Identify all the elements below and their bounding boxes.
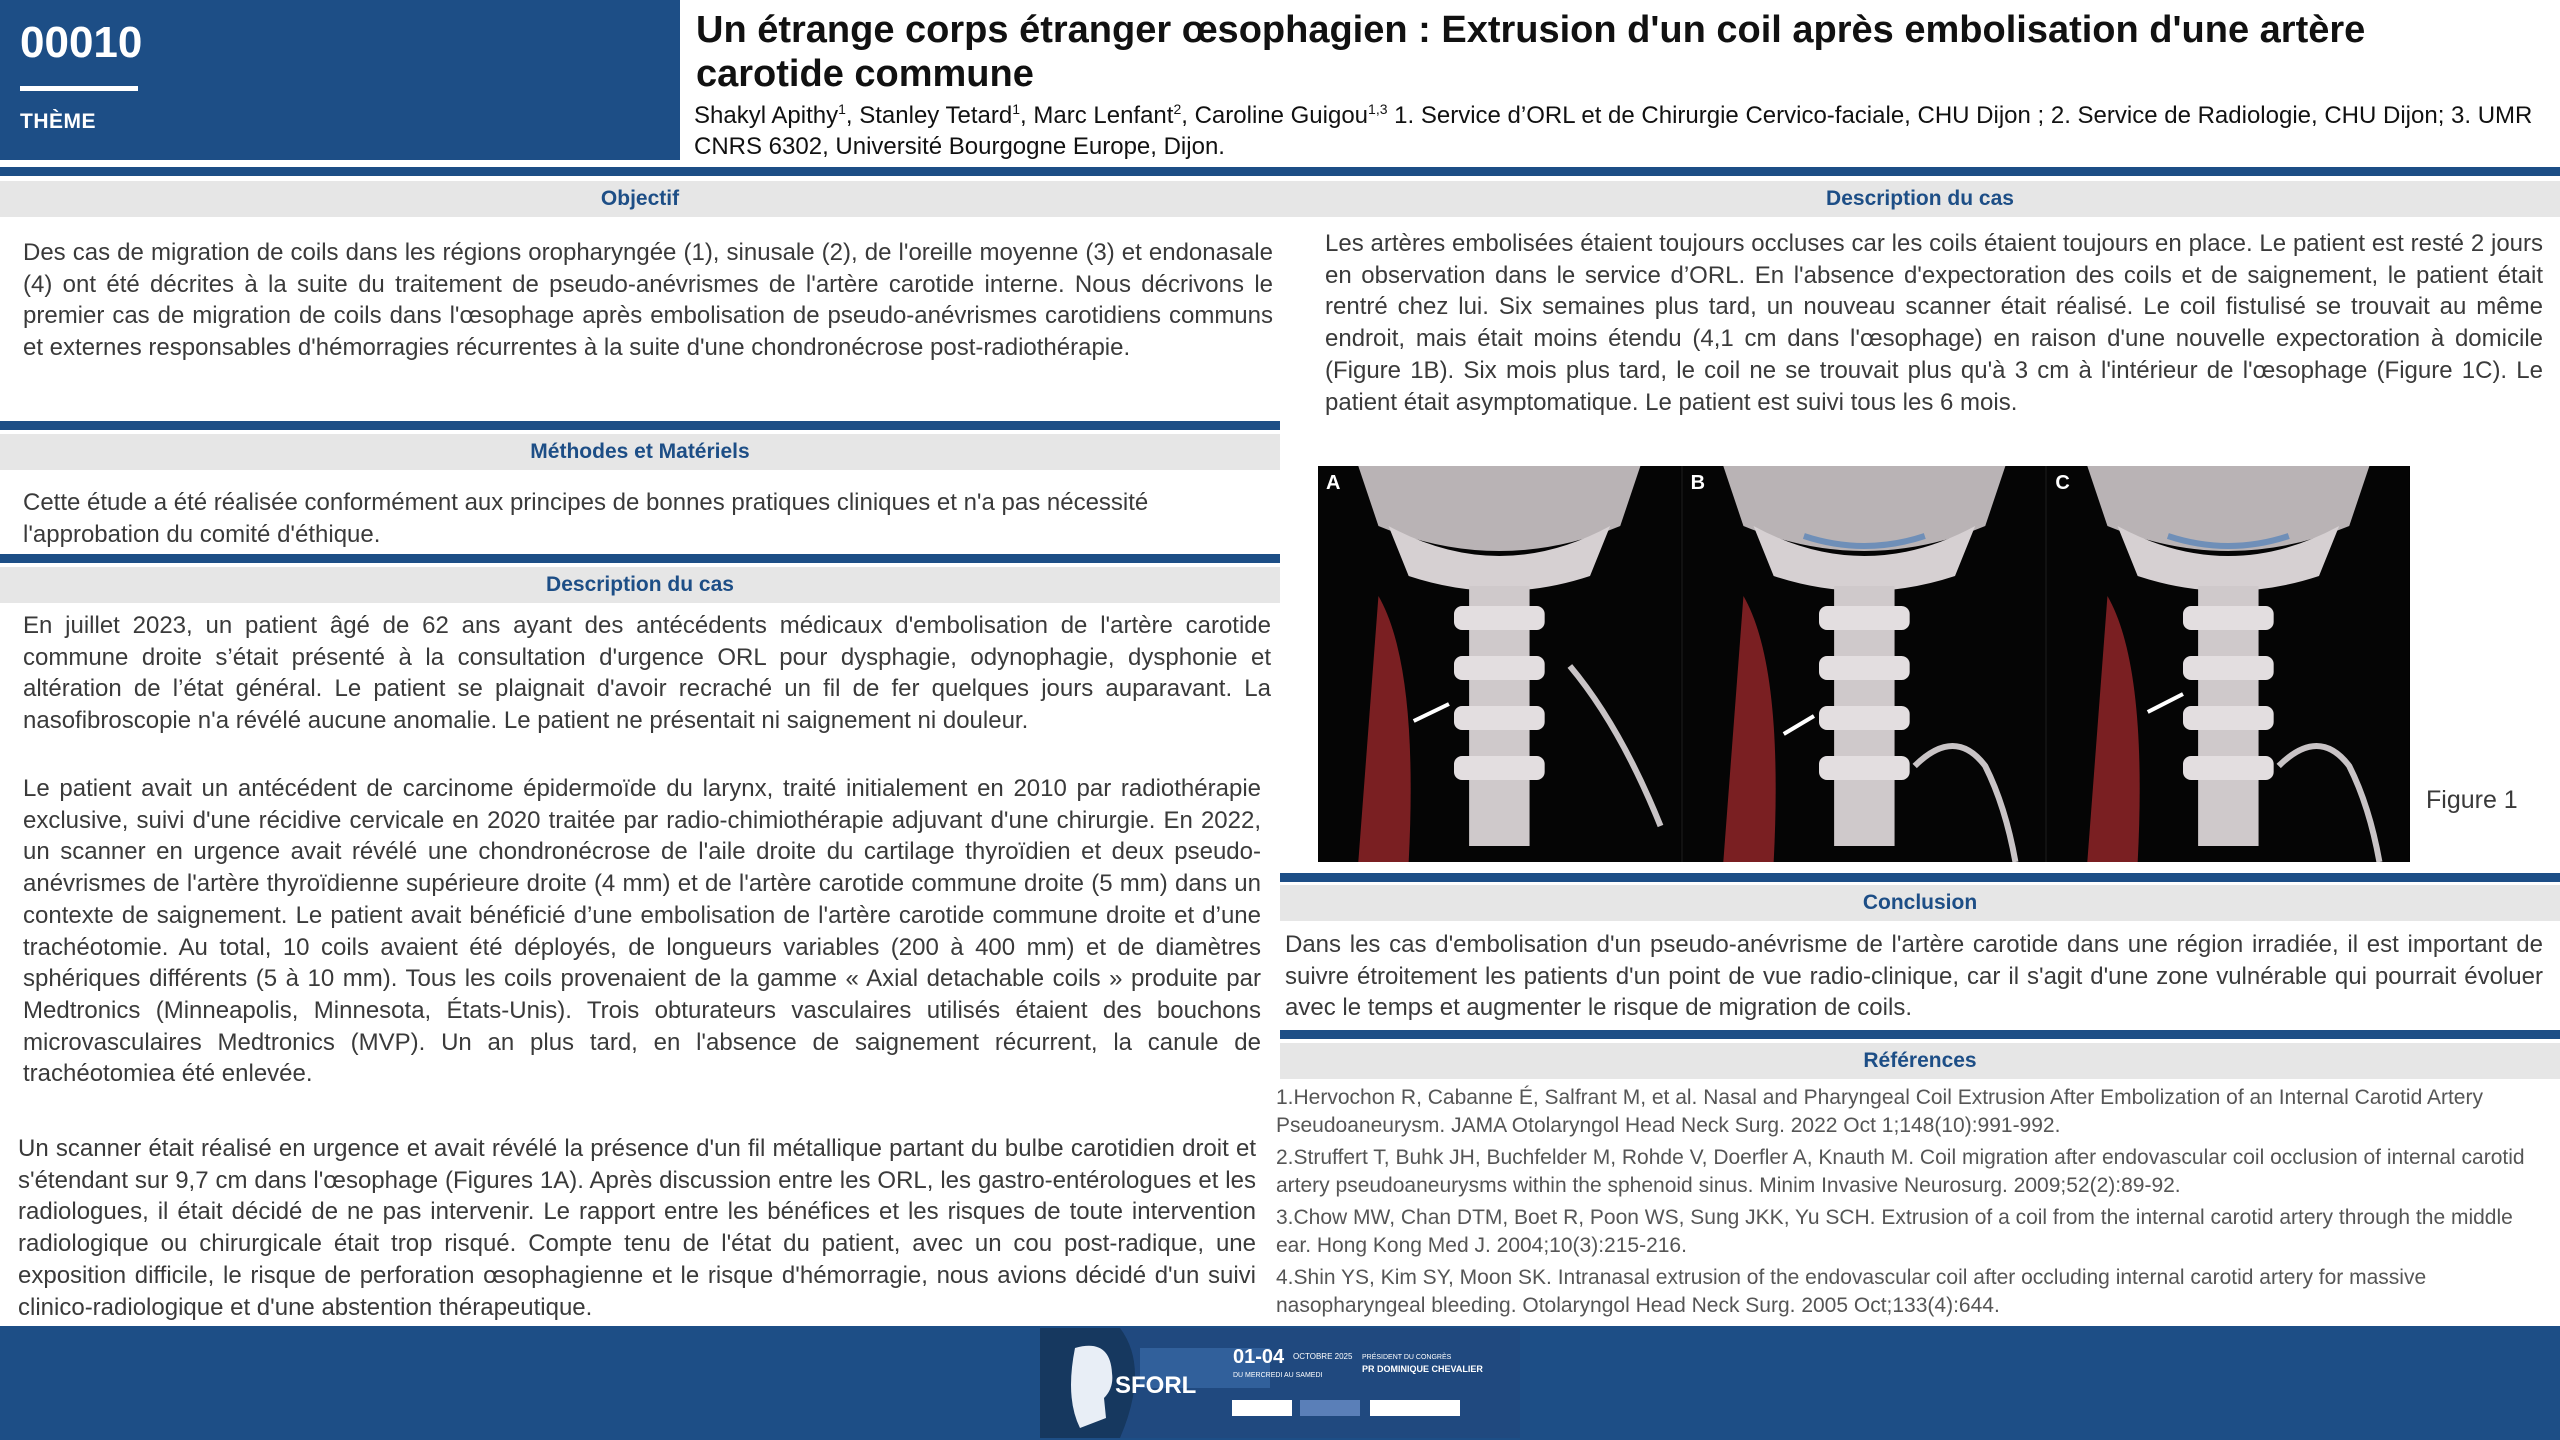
president-label: PRÉSIDENT DU CONGRÈS bbox=[1362, 1354, 1452, 1361]
reference-item: 4.Shin YS, Kim SY, Moon SK. Intranasal extrusion of the endovascular coil after occluding internal carotid artery for massive nasopharyngeal bleeding. Otolaryngol Head Neck Surg. 2005 Oct;133(4):644. bbox=[1276, 1266, 2427, 1317]
figure-panel-label: B bbox=[1690, 472, 1706, 494]
description-paragraph-3: Un scanner était réalisé en urgence et avait révélé la présence d'un fil métallique partant du bulbe carotidien droit et s'étendant sur 9,7 cm dans l'œsophage (Figures 1A). Après discussion entre les ORL, les gastro-entérologues et les radiologues, il était décidé de ne pas intervenir. Le rapport entre les bénéfices et les risques de toute intervention radiologique ou chirurgicale était trop risqué. Compte tenu de l'état du patient, avec un cou post-radique, une exposition difficile, le risque de perforation œsophagienne et le risque d'hémorragie, nous avions décidé d'un suivi clinico-radiologique et d'une abstention thérapeutique. bbox=[18, 1135, 1256, 1321]
section-band bbox=[1280, 1030, 2560, 1039]
author-name: Stanley Tetard bbox=[859, 102, 1013, 129]
sponsor-logo bbox=[1232, 1400, 1292, 1416]
author-name: Marc Lenfant bbox=[1033, 102, 1174, 129]
affiliations: 1. Service d’ORL et de Chirurgie Cervico-faciale, CHU Dijon ; 2. Service de Radiologie, CHU Dijon; 3. UMR CNRS 6302, Université Bourgogne Europe, Dijon. bbox=[694, 102, 2533, 160]
conclusion-heading: Conclusion bbox=[1280, 885, 2560, 921]
section-band bbox=[1280, 873, 2560, 882]
sponsor-logo bbox=[1300, 1400, 1360, 1416]
reference-item: 1.Hervochon R, Cabanne É, Salfrant M, et al. Nasal and Pharyngeal Coil Extrusion After Embolization of an Internal Carotid Artery Pseudoaneurysm. JAMA Otolaryngol Head Neck Surg. 2022 Oct 1;148(10):991-992. bbox=[1276, 1086, 2483, 1137]
objectif-text: Des cas de migration de coils dans les régions oropharyngée (1), sinusale (2), de l'oreille moyenne (3) et endonasale (4) ont été décrites à la suite du traitement de pseudo-anévrismes de l'artère carotide interne. Nous décrivons le premier cas de migration de coils dans l'œsophage après embolisation de pseudo-anévrismes carotidiens communs et externes responsables d'hémorragies récurrentes à la suite d'une chondronécrose post-radiothérapie. bbox=[23, 239, 1273, 362]
congress-dates: 01-04 bbox=[1233, 1346, 1285, 1368]
figure-caption: Figure 1 bbox=[2426, 786, 2518, 814]
section-band bbox=[0, 554, 1280, 563]
header-divider bbox=[20, 86, 138, 91]
sponsor-logo bbox=[1370, 1400, 1460, 1416]
figure-panel-label: C bbox=[2055, 472, 2070, 494]
objectif-heading: Objectif bbox=[0, 181, 1280, 217]
reference-item: 2.Struffert T, Buhk JH, Buchfelder M, Rohde V, Doerfler A, Knauth M. Coil migration after endovascular coil occlusion of internal carotid artery pseudoaneurysms within the sphenoid sinus. Minim Invasive Neurosurg. 2009;52(2):89-92. bbox=[1276, 1146, 2525, 1197]
congress-president: PR DOMINIQUE CHEVALIER bbox=[1362, 1364, 1483, 1374]
poster-number: 00010 bbox=[20, 18, 143, 67]
section-band bbox=[0, 421, 1280, 430]
poster-theme: THÈME bbox=[20, 110, 96, 133]
authors-line: Shakyl Apithy$^1$, Stanley Tetard$^1$, Marc Lenfant$^2$, Caroline Guigou$^{1,3}$ 1. Service d’ORL et de Chirurgie Cervico-faciale, CHU Dijon ; 2. Service de Radiologie, CHU Dijon; 3. UMR CNRS 6302, Université Bourgogne Europe, Dijon. bbox=[694, 101, 2533, 160]
author-name: Caroline Guigou bbox=[1194, 102, 1369, 129]
description-right-text: Les artères embolisées étaient toujours occluses car les coils étaient toujours en place. Le patient est resté 2 jours en observation dans le service d’ORL. En l'absence d'expectoration des coils et de saignement, le patient était rentré chez lui. Six semaines plus tard, un nouveau scanner était réalisé. Le coil fistulisé se trouvait au même endroit, mais était moins étendu (4,1 cm dans l'œsophage) en raison d'une nouvelle expectoration à domicile (Figure 1B). Six mois plus tard, le coil ne se trouvait plus qu'à 3 cm à l'intérieur de l'œsophage (Figure 1C). Le patient était asymptomatique. Le patient est suivi tous les 6 mois. bbox=[1325, 230, 2543, 416]
congress-banner bbox=[1040, 1328, 1520, 1438]
figure-panel-label: A bbox=[1326, 472, 1341, 494]
congress-month: OCTOBRE 2025 bbox=[1293, 1352, 1353, 1361]
references-heading: Références bbox=[1280, 1043, 2560, 1079]
figure-panel-a bbox=[1318, 466, 1683, 862]
author-affiliation-sup: 1 bbox=[1012, 101, 1021, 117]
figure-panel-c bbox=[2047, 466, 2410, 862]
methodes-text: Cette étude a été réalisée conformément aux principes de bonnes pratiques cliniques et n'a pas nécessité l'approbation du comité d'éthique. bbox=[23, 489, 1149, 548]
description-paragraph-1: En juillet 2023, un patient âgé de 62 ans ayant des antécédents médicaux d'embolisation de l'artère carotide commune droite s’était présenté à la consultation d'urgence ORL pour dysphagie, odynophagie, dysphonie et altération de l’état général. Le patient se plaignait d'avoir recraché un fil de fer quelques jours auparavant. La nasofibroscopie n'a révélé aucune anomalie. Le patient ne présentait ni saignement ni douleur. bbox=[23, 612, 1271, 735]
congress-days: DU MERCREDI AU SAMEDI bbox=[1233, 1372, 1323, 1379]
author-affiliation-sup: 1 bbox=[838, 101, 846, 117]
description-left-heading: Description du cas bbox=[0, 567, 1280, 603]
header-band bbox=[0, 167, 2560, 176]
conclusion-text: Dans les cas d'embolisation d'un pseudo-anévrisme de l'artère carotide dans une région irradiée, il est important de suivre étroitement les patients d'un point de vue radio-clinique, car il s'agit d'une zone vulnérable qui pourrait évoluer avec le temps et augmenter le risque de migration de coils. bbox=[1285, 931, 2543, 1022]
references-list bbox=[1276, 1084, 2536, 1324]
author-name: Shakyl Apithy bbox=[694, 102, 839, 129]
methodes-heading: Méthodes et Matériels bbox=[0, 434, 1280, 470]
poster-title: Un étrange corps étranger œsophagien : Extrusion d'un coil après embolisation d'une artère carotide commune bbox=[696, 9, 2366, 95]
congress-face-icon bbox=[1040, 1328, 1520, 1438]
description-paragraph-2: Le patient avait un antécédent de carcinome épidermoïde du larynx, traité initialement en 2010 par radiothérapie exclusive, suivi d'une récidive cervicale en 2020 traitée par radio-chimiothérapie adjuvant d'une chirurgie. En 2022, un scanner en urgence avait révélé une chondronécrose de l'aile droite du cartilage thyroïdien et deux pseudo-anévrismes de l'artère thyroïdienne supérieure droite (4 mm) et de l'artère carotide commune droite (5 mm) dans un contexte de saignement. Le patient avait bénéficié d’une embolisation de l'artère carotide commune droite et d’une trachéotomie. Au total, 10 coils avaient été déployés, de longueurs variables (200 à 400 mm) et de diamètres sphériques différents (5 à 10 mm). Tous les coils provenaient de la gamme « Axial detachable coils » produite par Medtronics (Minneapolis, Minnesota, États-Unis). Trois obturateurs vasculaires utilisés étaient des bouchons microvasculaires Medtronics (MVP). Un an plus tard, en l'absence de saignement récurrent, la canule de trachéotomiea été enlevée. bbox=[23, 775, 1261, 1088]
figure-1-image bbox=[1318, 466, 2410, 862]
author-affiliation-sup: 2 bbox=[1173, 101, 1182, 117]
description-right-heading: Description du cas bbox=[1280, 181, 2560, 217]
congress-brand: SFORL bbox=[1115, 1372, 1197, 1399]
author-affiliation-sup: 1,3 bbox=[1368, 101, 1388, 117]
reference-item: 3.Chow MW, Chan DTM, Boet R, Poon WS, Sung JKK, Yu SCH. Extrusion of a coil from the internal carotid artery through the middle ear. Hong Kong Med J. 2004;10(3):215-216. bbox=[1276, 1206, 2513, 1257]
figure-panel-b bbox=[1683, 466, 2048, 862]
